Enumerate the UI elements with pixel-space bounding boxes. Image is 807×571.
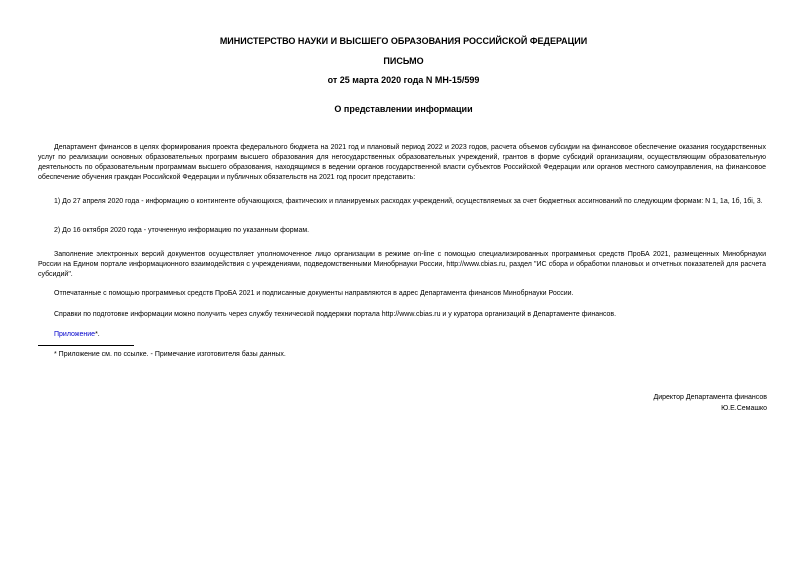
document-type: ПИСЬМО: [383, 56, 424, 66]
attachment-line: [38, 330, 766, 340]
paragraph-printed-docs: Отпечатанные с помощью программных средств ПроБА 2021 и подписанные документы направляются в адрес Департамента финансов Минобрнауки России.: [54, 290, 574, 297]
paragraph-electronic-forms: Заполнение электронных версий документов осуществляет уполномоченное лицо организации в режиме on-line с помощью специализированных программных средств ПроБА 2021, размещенных Минобрнауки России на Едином портале информационного взаимодействия с учреждениями, подведомственными Минобрнауки России, http://www.cbias.ru, раздел "ИС сбора и обработки плановых и отчетных показателей для расчета субсидий".: [38, 251, 766, 278]
paragraph-support: Справки по подготовке информации можно получить через службу технической поддержки портала http://www.cbias.ru и у куратора организаций в Департаменте финансов.: [54, 311, 617, 318]
signature-position: Директор Департамента финансов: [653, 394, 767, 401]
paragraph-item-2: 2) До 16 октября 2020 года - уточненную информацию по указанным формам.: [54, 227, 310, 234]
ministry-title: МИНИСТЕРСТВО НАУКИ И ВЫСШЕГО ОБРАЗОВАНИЯ РОССИЙСКОЙ ФЕДЕРАЦИИ: [219, 36, 588, 46]
footnote-divider: [38, 345, 134, 346]
signature-name: Ю.Е.Семашко: [721, 405, 767, 412]
paragraph-item-1: 1) До 27 апреля 2020 года - информацию о контингенте обучающихся, фактических и планируемых расходах учреждений, осуществляемых за счет бюджетных ассигнований по следующим формам: N 1, 1а, 1б, 1бі, 3.: [54, 198, 763, 205]
document-date-number: от 25 марта 2020 года N МН-15/599: [327, 75, 480, 85]
footnote: * Приложение см. по ссылке. - Примечание изготовителя базы данных.: [54, 351, 286, 358]
attachment-link[interactable]: Приложение: [54, 331, 96, 338]
document-subject: О представлении информации: [334, 104, 473, 114]
paragraph-intro: Департамент финансов в целях формирования проекта федерального бюджета на 2021 год и плановый период 2022 и 2023 годов, расчета объемов субсидии на финансовое обеспечение оказания государственных услуг по реализации основных образовательных программ высшего образования для негосударственных образовательных учреждений, грантов в форме субсидий организациям, осуществляющим образовательную деятельность по образовательным программам высшего образования, находящимся в ведении органов государственной власти субъектов Российской Федерации или органов местного самоуправления, на финансовое обеспечение обучения граждан Российской Федерации и публичных обязательств на 2021 год просит представить:: [38, 144, 766, 181]
attachment-mark: *.: [95, 331, 100, 338]
